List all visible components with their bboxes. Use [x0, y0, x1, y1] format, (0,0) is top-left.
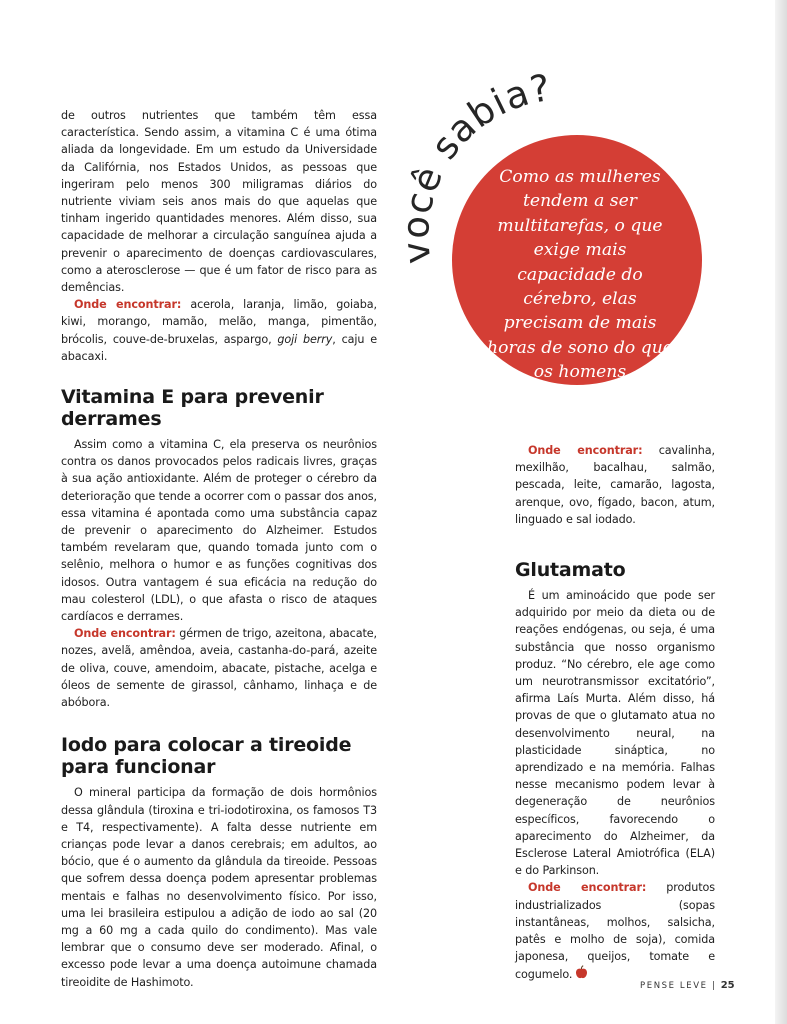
sources-italic: goji berry — [277, 332, 333, 346]
page-number: 25 — [720, 980, 735, 991]
iodo-body: O mineral participa da formação de dois hormônios dessa glândula (tiroxina e tri-iodotiroxina, os famosos T3 e T4, respectivamente). A falta desse nutriente em crianças pode levar a danos cerebrais; em adultos, ao bócio, que é o aumento da glândula da tireoide. Pessoas que sofrem dessa doença podem apresentar problemas mentais e falhas no desenvolvimento físico. Por isso, uma lei brasileira estipulou a adição de iodo ao sal (20 mg a 60 mg a cada quilo do condimento). Mas vale lembrar que o consumo deve ser moderado. Afinal, o excesso pode levar a uma doença autoimune chamada tireoidite de Hashimoto. — [61, 786, 377, 989]
callout-title-arc — [0, 0, 787, 400]
iodo-sources — [515, 442, 715, 528]
find-label: Onde encontrar: — [74, 627, 176, 641]
magazine-name: PENSE LEVE — [640, 981, 708, 991]
vitamin-e-body: Assim como a vitamina C, ela preserva os neurônios contra os danos provocados pelos radicais livres, graças à sua ação antioxidante. Além de proteger o cérebro da deterioração que tende a ocorrer com o passar dos anos, essa vitamina é apontada como uma substância capaz de prevenir o aparecimento do Alzheimer. Estudos também revelaram que, quando tomada junto com o selênio, melhora o humor e as funções cognitivas dos idosos. Outra vantagem é sua eficácia na redução do mau colesterol (LDL), o que afasta o risco de ataques cardíacos e derrames. — [61, 438, 377, 624]
svg-text:você sabia? — [394, 66, 554, 266]
iodo-heading: Iodo para colocar a tireoide para funcionar — [61, 734, 352, 779]
right-column — [515, 442, 715, 984]
intro-paragraph: de outros nutrientes que também têm essa característica. Sendo assim, a vitamina C é uma ótima aliada da longevidade. Em um estudo da Universidade da Califórnia, nos Estados Unidos, as pessoas que ingeriram pelo menos 300 miligramas diários do nutriente viviam seis anos mais do que aquelas que tinham ingerido quantidades menores. Além disso, sua capacidade de melhorar a circulação sanguínea ajuda a prevenir o aparecimento de doenças cardiovasculares, como a aterosclerose — que é um fator de risco para as demências. — [61, 109, 377, 295]
sources-text-end: , caju e abacaxi. — [61, 332, 377, 363]
apple-icon — [575, 965, 588, 979]
find-label: Onde encontrar: — [528, 444, 643, 457]
vitamin-e-heading: Vitamina E para prevenir derrames — [61, 386, 324, 431]
page-footer — [640, 980, 735, 991]
sources-text: cavalinha, mexilhão, bacalhau, salmão, pescada, leite, camarão, lagosta, arenque, ovo, fígado, bacon, atum, linguado e sal iodado. — [515, 444, 715, 526]
callout-title: você sabia? — [393, 65, 555, 266]
glutamato-heading: Glutamato — [515, 559, 626, 582]
glutamato-body: É um aminoácido que pode ser adquirido por meio da dieta ou de reações endógenas, ou seja, é uma substância que nosso organismo produz. “No cérebro, ele age como um neurotransmissor excitatório”, afirma Laís Murta. Além disso, há provas de que o glutamato atua no desenvolvimento neural, na plasticidade sináptica, no aprendizado e na memória. Falhas nesse mecanismo podem levar à degeneração de neurônios específicos, favorecendo o aparecimento do Alzheimer, da Esclerose Lateral Amiotrófica (ELA) e do Parkinson. — [515, 589, 715, 878]
sources-text: produtos industrializados (sopas instantâneas, molhos, salsicha, patês e molho de soja), comida japonesa, queijos, tomate e cogumelo. — [515, 881, 715, 982]
sources-text: acerola, laranja, limão, goiaba, kiwi, morango, mamão, melão, manga, pimentão, brócolis, couve-de-bruxelas, aspargo, — [61, 298, 377, 346]
callout-text: Como as mulheres tendem a ser multitarefas, o que exige mais capacidade do cérebro, elas precisam de mais horas de sono do que os homens — [487, 167, 673, 383]
glutamato-sources — [515, 879, 715, 983]
find-label: Onde encontrar: — [528, 881, 647, 895]
sources-text: gérmen de trigo, azeitona, abacate, nozes, avelã, amêndoa, aveia, castanha-do-pará, azeite de oliva, couve, amendoim, abacate, pistache, acelga e óleos de semente de girassol, cânhamo, linhaça e de abóbora. — [61, 627, 377, 710]
footer-separator: | — [711, 981, 717, 991]
vitamin-e-sources — [61, 625, 377, 711]
find-label: Onde encontrar: — [74, 298, 182, 312]
